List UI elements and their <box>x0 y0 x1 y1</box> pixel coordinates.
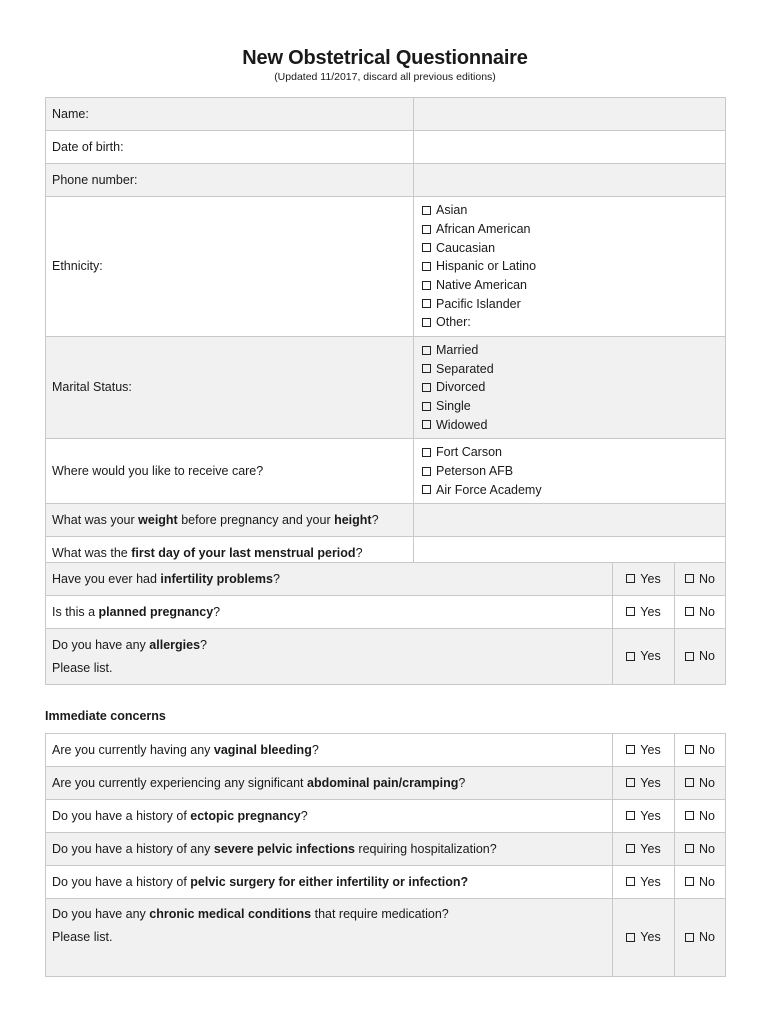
name-label: Name: <box>46 98 414 131</box>
dob-row <box>46 131 726 164</box>
bleeding-question: Are you currently having any vaginal bleeding? <box>46 734 613 767</box>
bleeding-yes[interactable]: Yes <box>613 734 675 767</box>
checkbox-icon[interactable] <box>422 364 431 373</box>
checkbox-icon[interactable] <box>685 933 694 942</box>
ectopic-no[interactable]: No <box>675 800 726 833</box>
immediate-concerns-table <box>45 733 726 977</box>
infertility-yes[interactable]: Yes <box>613 563 675 596</box>
allergies-row <box>46 629 726 685</box>
checkbox-icon[interactable] <box>626 607 635 616</box>
checkbox-icon[interactable] <box>422 262 431 271</box>
checkbox-icon[interactable] <box>422 383 431 392</box>
dob-field[interactable] <box>414 131 726 164</box>
marital-option-widowed[interactable]: Widowed <box>422 416 717 435</box>
dob-label: Date of birth: <box>46 131 414 164</box>
pain-question: Are you currently experiencing any significant abdominal pain/cramping? <box>46 767 613 800</box>
pelvic-yes[interactable]: Yes <box>613 833 675 866</box>
infertility-question: Have you ever had infertility problems? <box>46 563 613 596</box>
pelvic-row <box>46 833 726 866</box>
chronic-yes[interactable]: Yes <box>613 899 675 977</box>
ethnicity-options <box>414 197 726 337</box>
checkbox-icon[interactable] <box>685 607 694 616</box>
care-label: Where would you like to receive care? <box>46 439 414 504</box>
ethnicity-row <box>46 197 726 337</box>
checkbox-icon[interactable] <box>685 745 694 754</box>
planned-no[interactable]: No <box>675 596 726 629</box>
care-option-fort-carson[interactable]: Fort Carson <box>422 443 717 462</box>
checkbox-icon[interactable] <box>685 877 694 886</box>
marital-row <box>46 336 726 438</box>
allergies-question: Do you have any allergies? Please list. <box>46 629 613 685</box>
name-row <box>46 98 726 131</box>
weight-question: What was your weight before pregnancy and your height? <box>46 504 414 537</box>
checkbox-icon[interactable] <box>422 206 431 215</box>
pain-row <box>46 767 726 800</box>
ethnicity-option-hispanic[interactable]: Hispanic or Latino <box>422 257 717 276</box>
allergies-no[interactable]: No <box>675 629 726 685</box>
phone-field[interactable] <box>414 164 726 197</box>
marital-label: Marital Status: <box>46 336 414 438</box>
checkbox-icon[interactable] <box>422 318 431 327</box>
checkbox-icon[interactable] <box>422 420 431 429</box>
ethnicity-option-native-american[interactable]: Native American <box>422 276 717 295</box>
bleeding-row <box>46 734 726 767</box>
phone-row <box>46 164 726 197</box>
marital-option-married[interactable]: Married <box>422 341 717 360</box>
planned-row <box>46 596 726 629</box>
pain-yes[interactable]: Yes <box>613 767 675 800</box>
checkbox-icon[interactable] <box>422 243 431 252</box>
checkbox-icon[interactable] <box>626 844 635 853</box>
marital-option-divorced[interactable]: Divorced <box>422 378 717 397</box>
bleeding-no[interactable]: No <box>675 734 726 767</box>
checkbox-icon[interactable] <box>626 652 635 661</box>
checkbox-icon[interactable] <box>422 281 431 290</box>
pelvic-no[interactable]: No <box>675 833 726 866</box>
checkbox-icon[interactable] <box>685 778 694 787</box>
checkbox-icon[interactable] <box>685 574 694 583</box>
ethnicity-option-asian[interactable]: Asian <box>422 201 717 220</box>
checkbox-icon[interactable] <box>626 574 635 583</box>
phone-label: Phone number: <box>46 164 414 197</box>
ectopic-yes[interactable]: Yes <box>613 800 675 833</box>
lmp-question: What was the first day of your last menstrual period? <box>46 537 414 570</box>
surgery-no[interactable]: No <box>675 866 726 899</box>
care-option-air-force-academy[interactable]: Air Force Academy <box>422 481 717 500</box>
planned-question: Is this a planned pregnancy? <box>46 596 613 629</box>
checkbox-icon[interactable] <box>422 485 431 494</box>
checkbox-icon[interactable] <box>626 745 635 754</box>
ethnicity-option-african-american[interactable]: African American <box>422 220 717 239</box>
infertility-row <box>46 563 726 596</box>
weight-field[interactable] <box>414 504 726 537</box>
checkbox-icon[interactable] <box>422 467 431 476</box>
checkbox-icon[interactable] <box>626 811 635 820</box>
care-row <box>46 439 726 504</box>
checkbox-icon[interactable] <box>626 933 635 942</box>
checkbox-icon[interactable] <box>626 778 635 787</box>
personal-info-table <box>45 97 726 570</box>
name-field[interactable] <box>414 98 726 131</box>
weight-row <box>46 504 726 537</box>
checkbox-icon[interactable] <box>422 299 431 308</box>
infertility-no[interactable]: No <box>675 563 726 596</box>
history-table <box>45 562 726 685</box>
page-subtitle: (Updated 11/2017, discard all previous editions) <box>274 71 496 83</box>
page-title: New Obstetrical Questionnaire <box>242 47 528 69</box>
checkbox-icon[interactable] <box>422 402 431 411</box>
checkbox-icon[interactable] <box>626 877 635 886</box>
surgery-yes[interactable]: Yes <box>613 866 675 899</box>
marital-option-separated[interactable]: Separated <box>422 360 717 379</box>
marital-option-single[interactable]: Single <box>422 397 717 416</box>
checkbox-icon[interactable] <box>685 811 694 820</box>
ectopic-row <box>46 800 726 833</box>
ethnicity-option-other[interactable]: Other: <box>422 313 717 332</box>
surgery-row <box>46 866 726 899</box>
checkbox-icon[interactable] <box>685 652 694 661</box>
chronic-row <box>46 899 726 977</box>
planned-yes[interactable]: Yes <box>613 596 675 629</box>
ectopic-question: Do you have a history of ectopic pregnancy? <box>46 800 613 833</box>
care-option-peterson-afb[interactable]: Peterson AFB <box>422 462 717 481</box>
ethnicity-option-caucasian[interactable]: Caucasian <box>422 238 717 257</box>
ethnicity-label: Ethnicity: <box>46 197 414 337</box>
ethnicity-option-pacific-islander[interactable]: Pacific Islander <box>422 294 717 313</box>
marital-options <box>414 336 726 438</box>
chronic-no[interactable]: No <box>675 899 726 977</box>
care-options <box>414 439 726 504</box>
pelvic-question: Do you have a history of any severe pelvic infections requiring hospitalization? <box>46 833 613 866</box>
surgery-question: Do you have a history of pelvic surgery for either infertility or infection? <box>46 866 613 899</box>
checkbox-icon[interactable] <box>422 448 431 457</box>
allergies-yes[interactable]: Yes <box>613 629 675 685</box>
checkbox-icon[interactable] <box>422 346 431 355</box>
chronic-question: Do you have any chronic medical conditions that require medication? Please list. <box>46 899 613 977</box>
checkbox-icon[interactable] <box>422 225 431 234</box>
checkbox-icon[interactable] <box>685 844 694 853</box>
pain-no[interactable]: No <box>675 767 726 800</box>
immediate-concerns-heading: Immediate concerns <box>45 709 166 723</box>
